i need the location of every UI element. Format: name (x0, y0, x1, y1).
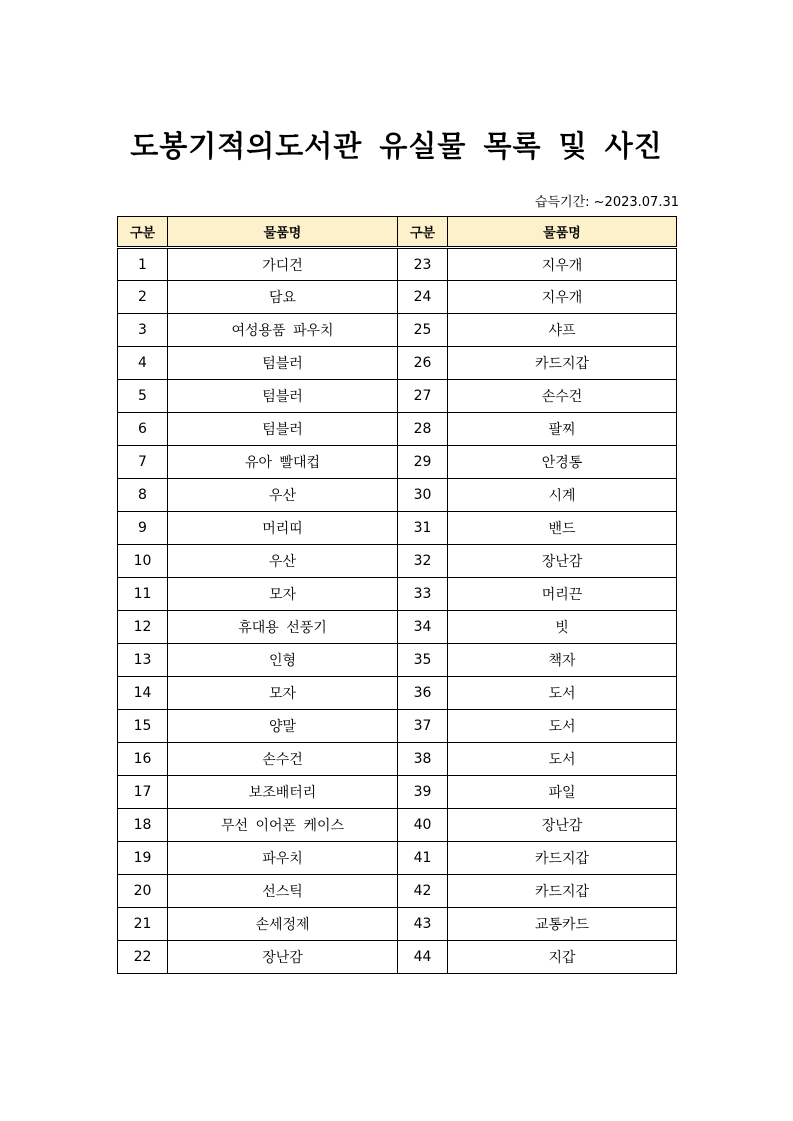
item-name: 머리끈 (448, 578, 677, 611)
table-row (118, 743, 677, 776)
page-title: 도봉기적의도서관 유실물 목록 및 사진 (130, 129, 663, 163)
table-row (118, 281, 677, 314)
table-row (118, 875, 677, 908)
table-row (118, 545, 677, 578)
table-row (118, 314, 677, 347)
table-row (118, 941, 677, 974)
item-name: 모자 (168, 578, 398, 611)
item-number: 37 (398, 710, 448, 743)
table-row (118, 710, 677, 743)
table-body (118, 248, 677, 974)
item-name: 샤프 (448, 314, 677, 347)
item-number: 5 (118, 380, 168, 413)
header-number-left: 구분 (118, 217, 168, 248)
table-row (118, 677, 677, 710)
item-number: 4 (118, 347, 168, 380)
item-number: 27 (398, 380, 448, 413)
item-name: 빗 (448, 611, 677, 644)
table-row (118, 512, 677, 545)
item-number: 44 (398, 941, 448, 974)
item-number: 34 (398, 611, 448, 644)
header-item-name-left: 물품명 (168, 217, 398, 248)
item-number: 39 (398, 776, 448, 809)
item-name: 밴드 (448, 512, 677, 545)
item-number: 14 (118, 677, 168, 710)
item-name: 머리띠 (168, 512, 398, 545)
item-number: 25 (398, 314, 448, 347)
item-name: 카드지갑 (448, 842, 677, 875)
table-header-row (118, 217, 677, 248)
item-number: 11 (118, 578, 168, 611)
item-name: 장난감 (448, 545, 677, 578)
item-number: 23 (398, 248, 448, 281)
item-name: 선스틱 (168, 875, 398, 908)
item-name: 안경통 (448, 446, 677, 479)
item-name: 지갑 (448, 941, 677, 974)
item-name: 도서 (448, 677, 677, 710)
table-row (118, 380, 677, 413)
table-row (118, 446, 677, 479)
item-number: 43 (398, 908, 448, 941)
item-number: 19 (118, 842, 168, 875)
item-name: 지우개 (448, 281, 677, 314)
item-name: 텀블러 (168, 347, 398, 380)
item-number: 28 (398, 413, 448, 446)
table-row (118, 842, 677, 875)
lost-items-table (117, 216, 677, 974)
item-number: 7 (118, 446, 168, 479)
item-name: 시계 (448, 479, 677, 512)
item-name: 휴대용 선풍기 (168, 611, 398, 644)
item-number: 41 (398, 842, 448, 875)
item-name: 여성용품 파우치 (168, 314, 398, 347)
item-number: 31 (398, 512, 448, 545)
item-number: 6 (118, 413, 168, 446)
item-number: 32 (398, 545, 448, 578)
item-number: 18 (118, 809, 168, 842)
table-row (118, 413, 677, 446)
acquisition-period: 습득기간: ~2023.07.31 (534, 195, 679, 210)
table-row (118, 578, 677, 611)
table-row (118, 347, 677, 380)
item-name: 무선 이어폰 케이스 (168, 809, 398, 842)
item-number: 16 (118, 743, 168, 776)
item-name: 도서 (448, 743, 677, 776)
item-number: 20 (118, 875, 168, 908)
item-number: 26 (398, 347, 448, 380)
item-name: 인형 (168, 644, 398, 677)
item-number: 3 (118, 314, 168, 347)
item-name: 팔찌 (448, 413, 677, 446)
item-number: 8 (118, 479, 168, 512)
item-name: 파일 (448, 776, 677, 809)
table-row (118, 776, 677, 809)
item-name: 손세정제 (168, 908, 398, 941)
header-item-name-right: 물품명 (448, 217, 677, 248)
item-name: 손수건 (168, 743, 398, 776)
table-row (118, 644, 677, 677)
item-name: 텀블러 (168, 380, 398, 413)
item-number: 42 (398, 875, 448, 908)
item-name: 도서 (448, 710, 677, 743)
item-name: 파우치 (168, 842, 398, 875)
item-name: 유아 빨대컵 (168, 446, 398, 479)
item-name: 우산 (168, 545, 398, 578)
item-number: 21 (118, 908, 168, 941)
item-number: 15 (118, 710, 168, 743)
item-name: 담요 (168, 281, 398, 314)
item-number: 36 (398, 677, 448, 710)
item-number: 40 (398, 809, 448, 842)
table-row (118, 248, 677, 281)
table-row (118, 908, 677, 941)
item-name: 가디건 (168, 248, 398, 281)
item-name: 지우개 (448, 248, 677, 281)
item-number: 12 (118, 611, 168, 644)
item-name: 보조배터리 (168, 776, 398, 809)
table-row (118, 479, 677, 512)
table-row (118, 611, 677, 644)
item-number: 33 (398, 578, 448, 611)
item-name: 텀블러 (168, 413, 398, 446)
item-number: 10 (118, 545, 168, 578)
item-name: 책자 (448, 644, 677, 677)
item-number: 17 (118, 776, 168, 809)
item-number: 9 (118, 512, 168, 545)
item-number: 38 (398, 743, 448, 776)
item-name: 우산 (168, 479, 398, 512)
item-name: 장난감 (448, 809, 677, 842)
item-name: 카드지갑 (448, 875, 677, 908)
table-row (118, 809, 677, 842)
item-name: 모자 (168, 677, 398, 710)
item-name: 손수건 (448, 380, 677, 413)
item-number: 13 (118, 644, 168, 677)
item-name: 양말 (168, 710, 398, 743)
item-number: 22 (118, 941, 168, 974)
item-name: 장난감 (168, 941, 398, 974)
item-number: 30 (398, 479, 448, 512)
item-number: 2 (118, 281, 168, 314)
header-number-right: 구분 (398, 217, 448, 248)
item-number: 1 (118, 248, 168, 281)
item-name: 카드지갑 (448, 347, 677, 380)
item-name: 교통카드 (448, 908, 677, 941)
item-number: 24 (398, 281, 448, 314)
item-number: 35 (398, 644, 448, 677)
item-number: 29 (398, 446, 448, 479)
